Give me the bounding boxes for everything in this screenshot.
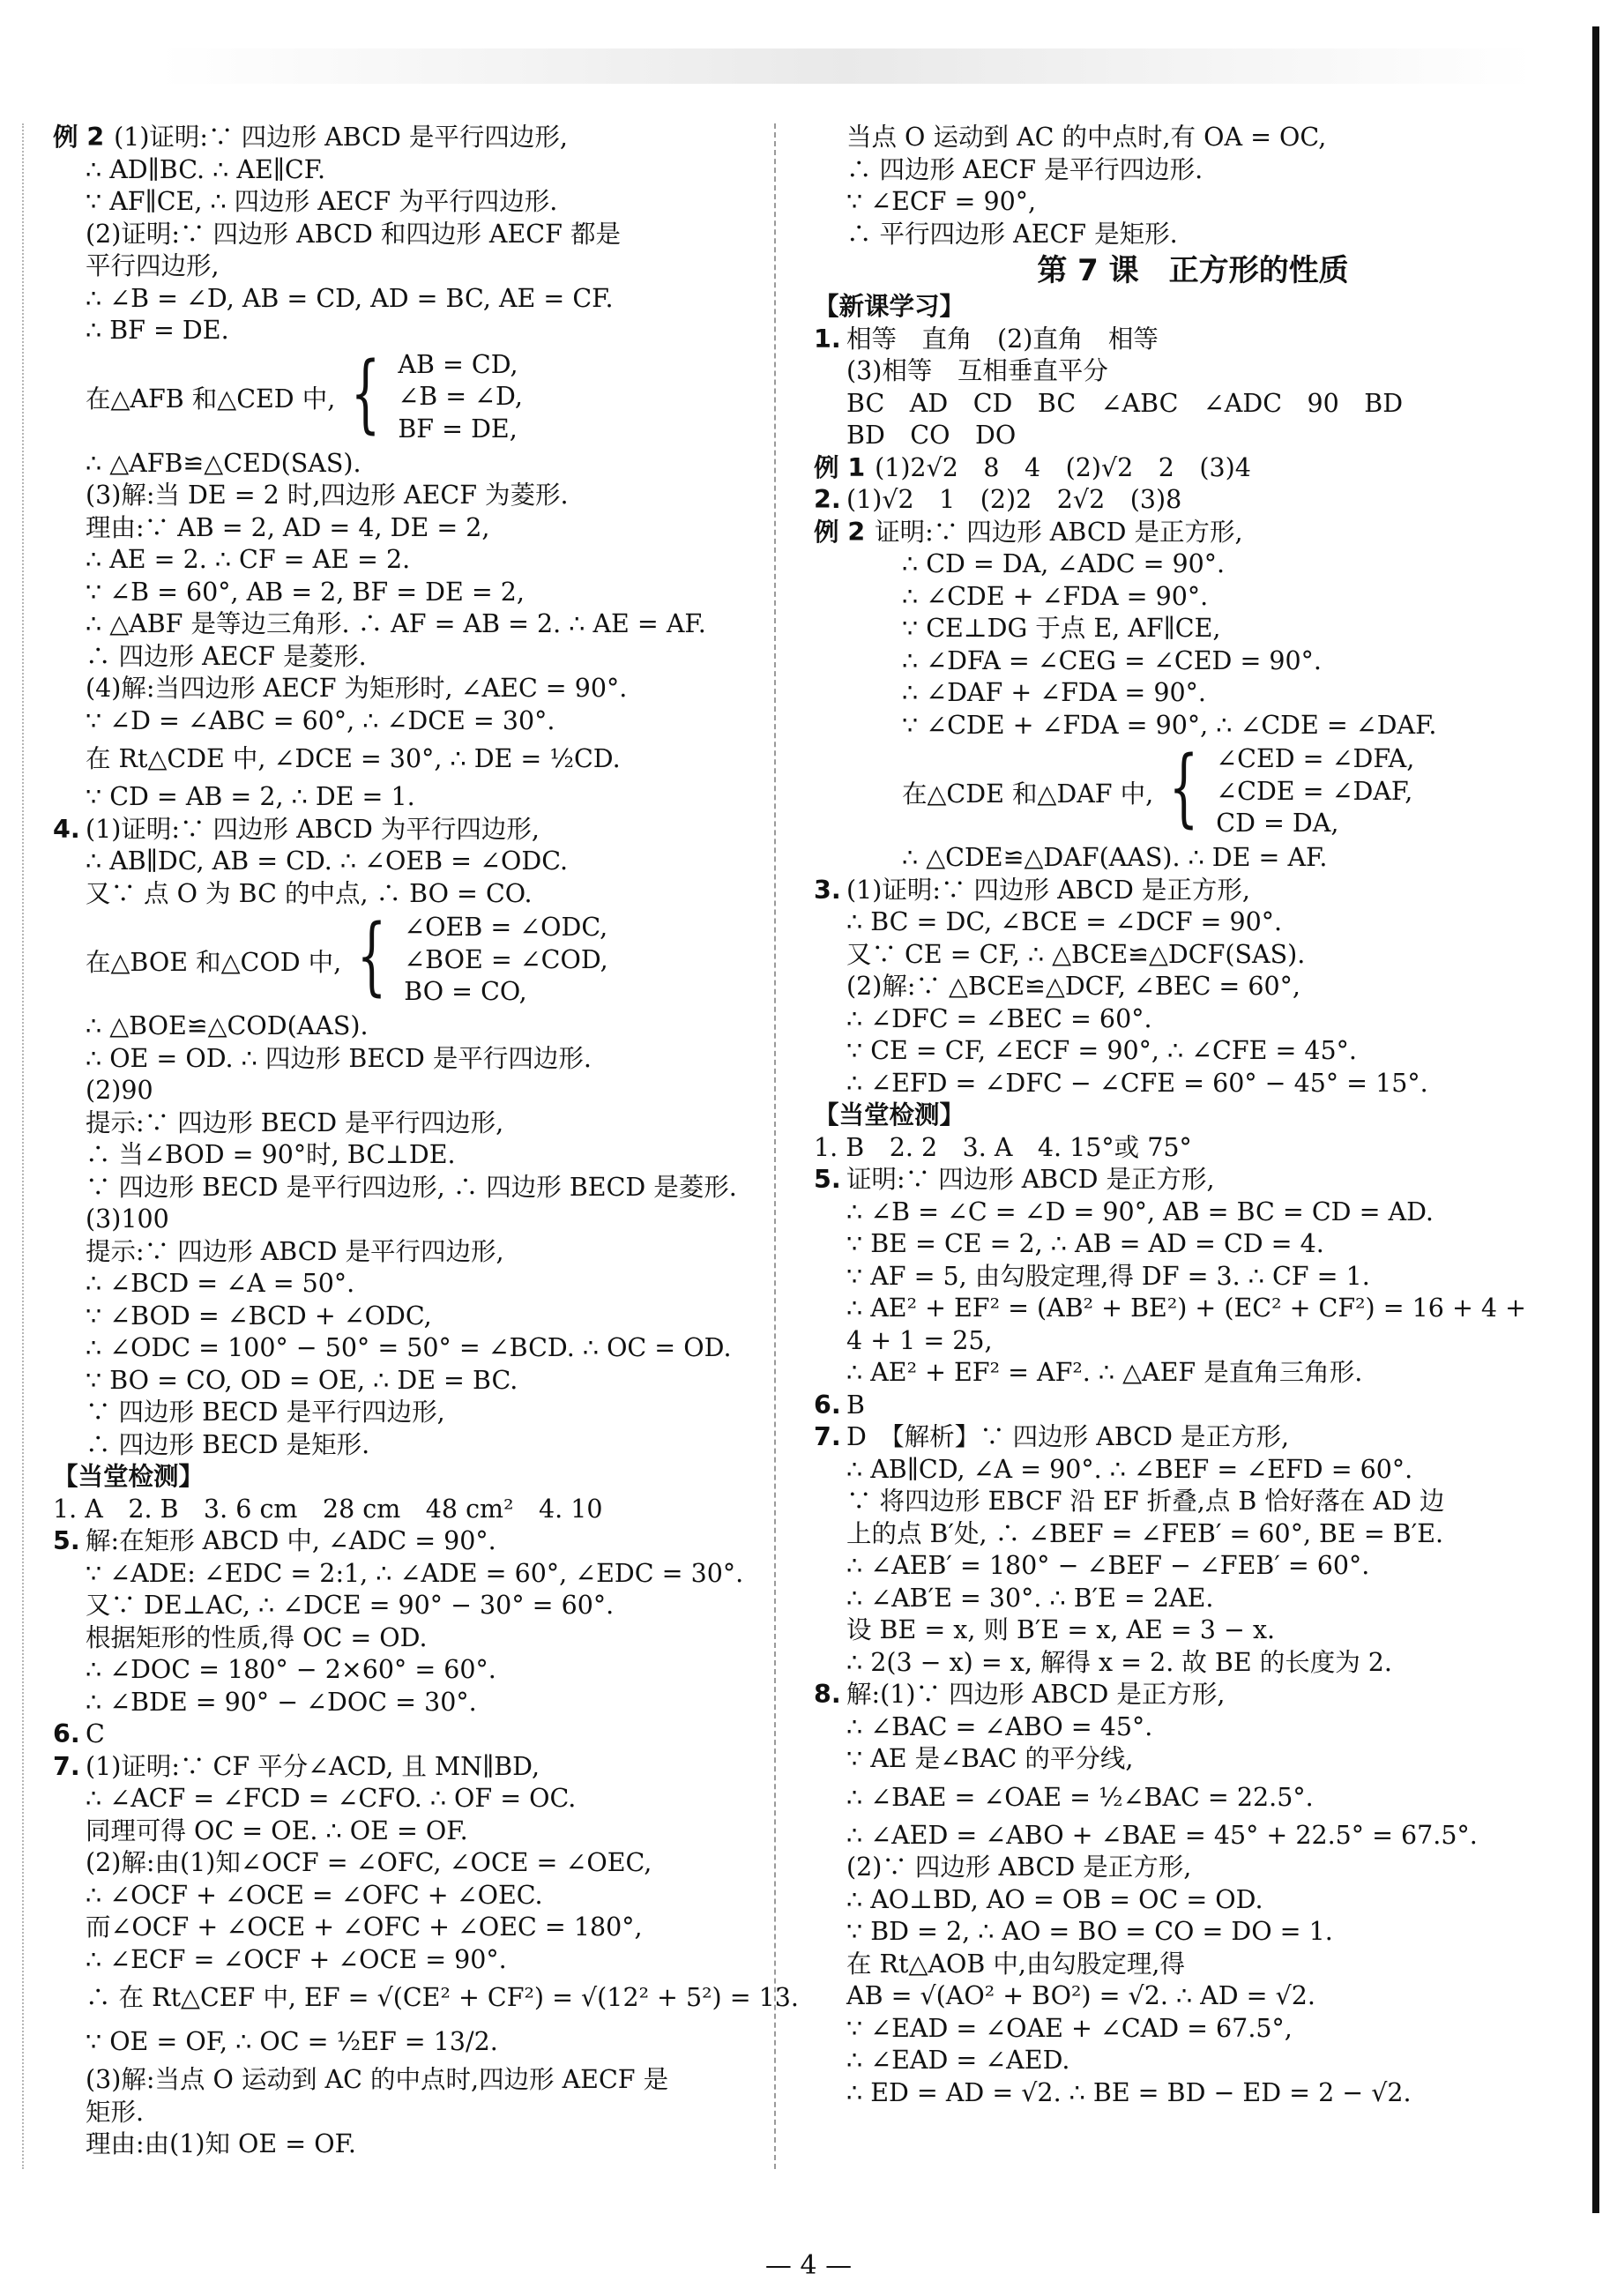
- text-line: 4 + 1 = 25,: [846, 1325, 993, 1355]
- text-line: ∵ CE⊥DG 于点 E, AF∥CE,: [902, 614, 1221, 643]
- answer-line: 1. B 2. 2 3. A 4. 15°或 75°: [814, 1132, 1192, 1162]
- text-line: (2)解:∵ △BCE≌△DCF, ∠BEC = 60°,: [846, 972, 1300, 1001]
- text-line: ∴ BF = DE.: [86, 316, 229, 345]
- text-line: 当点 O 运动到 AC 的中点时,有 OA = OC,: [846, 123, 1327, 152]
- text-line: ∵ 四边形 BECD 是平行四边形,: [86, 1398, 445, 1427]
- equation-system: 在△CDE 和△DAF 中, { ∠CED = ∠DFA, ∠CDE = ∠DAF, CD = DA,: [902, 738, 1415, 839]
- text-line: 矩形.: [86, 2097, 145, 2127]
- right-column: [814, 122, 1537, 2185]
- text-line: ∵ AE 是∠BAC 的平分线,: [846, 1744, 1134, 1773]
- text-line: ∵ ∠B = 60°, AB = 2, BF = DE = 2,: [86, 577, 525, 607]
- text-line: ∴ ∠ACF = ∠FCD = ∠CFO. ∴ OF = OC.: [86, 1784, 577, 1813]
- text-line: ∵ AF∥CE, ∴ 四边形 AECF 为平行四边形.: [86, 187, 558, 216]
- section-heading: 【新课学习】: [814, 292, 965, 321]
- text-line: 而∠OCF + ∠OCE + ∠OFC + ∠OEC = 180°,: [86, 1912, 643, 1942]
- text-line: ∴ ∠ECF = ∠OCF + ∠OCE = 90°.: [86, 1944, 507, 1974]
- lesson-title: 第 7 课 正方形的性质: [1037, 253, 1349, 288]
- text-line: 上的点 B′处, ∴ ∠BEF = ∠FEB′ = 60°, BE = B′E.: [846, 1518, 1444, 1548]
- text-line: ∵ ∠ECF = 90°,: [846, 187, 1037, 216]
- problem-8-line: 8. 解:(1)∵ 四边形 ABCD 是正方形,: [814, 1680, 1226, 1709]
- text-line: BC AD CD BC ∠ABC ∠ADC 90 BD: [846, 388, 1404, 418]
- page-edge-bar: [1592, 26, 1599, 2213]
- text-line: ∵ 四边形 BECD 是平行四边形, ∴ 四边形 BECD 是菱形.: [86, 1172, 737, 1202]
- text-line: ∴ △ABF 是等边三角形. ∴ AF = AB = 2. ∴ AE = AF.: [86, 609, 706, 638]
- text-line: ∵ CE = CF, ∠ECF = 90°, ∴ ∠CFE = 45°.: [846, 1036, 1357, 1065]
- text-line: 提示:∵ 四边形 BECD 是平行四边形,: [86, 1107, 504, 1137]
- text-line: ∴ ∠BAC = ∠ABO = 45°.: [846, 1711, 1153, 1741]
- equation-system: 在△BOE 和△COD 中, { ∠OEB = ∠ODC, ∠BOE = ∠COD, BO = CO,: [86, 906, 608, 1007]
- example-2-line: 例 2 证明:∵ 四边形 ABCD 是正方形,: [814, 517, 1243, 547]
- section-heading: 【当堂检测】: [814, 1100, 965, 1129]
- problem-6-line: 6. B: [814, 1390, 865, 1420]
- answer-line: 1. A 2. B 3. 6 cm 28 cm 48 cm² 4. 10: [53, 1494, 603, 1524]
- text-line: ∴ ∠EAD = ∠AED.: [846, 2046, 1070, 2075]
- text-line: ∴ AE² + EF² = AF². ∴ △AEF 是直角三角形.: [846, 1358, 1363, 1387]
- text-line: ∴ 四边形 AECF 是平行四边形.: [846, 154, 1203, 184]
- text-line: ∴ ∠BDE = 90° − ∠DOC = 30°.: [86, 1687, 477, 1717]
- text-line: ∴ ∠ODC = 100° − 50° = 50° = ∠BCD. ∴ OC = OD.: [86, 1333, 732, 1362]
- text-line: 又∵ CE = CF, ∴ △BCE≌△DCF(SAS).: [846, 939, 1306, 969]
- text-line: ∴ ∠CDE + ∠FDA = 90°.: [902, 581, 1209, 611]
- text-line: 提示:∵ 四边形 ABCD 是平行四边形,: [86, 1236, 504, 1266]
- column-divider: [774, 123, 776, 2169]
- text-line: ∴ AO⊥BD, AO = OB = OC = OD.: [846, 1884, 1263, 1914]
- section-heading: 【当堂检测】: [53, 1462, 205, 1491]
- text-line: 设 BE = x, 则 B′E = x, AE = 3 − x.: [846, 1615, 1276, 1644]
- text-line: ∴ ∠AEB′ = 180° − ∠BEF − ∠FEB′ = 60°.: [846, 1551, 1370, 1580]
- text-line: ∴ △AFB≌△CED(SAS).: [86, 448, 361, 478]
- text-line: ∴ ∠DFA = ∠CEG = ∠CED = 90°.: [902, 645, 1322, 675]
- text-line: ∴ 四边形 AECF 是菱形.: [86, 641, 367, 671]
- text-line: ∴ AB∥DC, AB = CD. ∴ ∠OEB = ∠ODC.: [86, 846, 569, 876]
- problem-4-line: 4. (1)证明:∵ 四边形 ABCD 为平行四边形,: [53, 814, 540, 844]
- text-line: ∴ AE = 2. ∴ CF = AE = 2.: [86, 545, 411, 574]
- text-line: BD CO DO: [846, 421, 1017, 450]
- text-line: ∵ BO = CO, OD = OE, ∴ DE = BC.: [86, 1365, 518, 1395]
- text-line: ∵ ∠BOD = ∠BCD + ∠ODC,: [86, 1301, 432, 1331]
- text-line: 在 Rt△AOB 中,由勾股定理,得: [846, 1949, 1185, 1979]
- text-line: ∴ 在 Rt△CEF 中, EF = √(CE² + CF²) = √(12² + 5²) = 13.: [86, 1983, 799, 2012]
- equation-system: 在△AFB 和△CED 中, { AB = CD, ∠B = ∠D, BF = DE,: [86, 343, 523, 444]
- problem-2-line: 2. (1)√2 1 (2)2 2√2 (3)8: [814, 485, 1182, 514]
- text-line: 又∵ DE⊥AC, ∴ ∠DCE = 90° − 30° = 60°.: [86, 1591, 615, 1620]
- text-line: ∴ BC = DC, ∠BCE = ∠DCF = 90°.: [846, 907, 1283, 936]
- text-line: ∴ AB∥CD, ∠A = 90°. ∴ ∠BEF = ∠EFD = 60°.: [846, 1454, 1413, 1484]
- text-line: ∴ CD = DA, ∠ADC = 90°.: [902, 549, 1226, 578]
- text-line: (2)解:由(1)知∠OCF = ∠OFC, ∠OCE = ∠OEC,: [86, 1848, 652, 1877]
- text-line: (4)解:当四边形 AECF 为矩形时, ∠AEC = 90°.: [86, 674, 628, 703]
- text-line: 平行四边形,: [86, 251, 220, 280]
- problem-3-line: 3. (1)证明:∵ 四边形 ABCD 是正方形,: [814, 875, 1250, 905]
- text-line: ∴ AD∥BC. ∴ AE∥CF.: [86, 154, 326, 184]
- text-line: ∵ ∠EAD = ∠OAE + ∠CAD = 67.5°,: [846, 2013, 1293, 2043]
- text-line: ∴ OE = OD. ∴ 四边形 BECD 是平行四边形.: [86, 1043, 592, 1073]
- text-line: ∴ ∠OCF + ∠OCE = ∠OFC + ∠OEC.: [86, 1880, 543, 1910]
- text-line: AB = √(AO² + BO²) = √2. ∴ AD = √2.: [846, 1981, 1315, 2010]
- text-line: ∵ ∠D = ∠ABC = 60°, ∴ ∠DCE = 30°.: [86, 705, 555, 735]
- scan-shadow: [159, 48, 1534, 84]
- text-line: ∵ BE = CE = 2, ∴ AB = AD = CD = 4.: [846, 1229, 1324, 1258]
- example-2-line: 例 2 (1)证明:∵ 四边形 ABCD 是平行四边形,: [53, 123, 568, 152]
- text-line: ∵ OE = OF, ∴ OC = ½EF = 13/2.: [86, 2027, 498, 2056]
- text-line: ∴ ∠DOC = 180° − 2×60° = 60°.: [86, 1655, 496, 1684]
- example-1-line: 例 1 (1)2√2 8 4 (2)√2 2 (3)4: [814, 452, 1251, 482]
- text-line: ∵ ∠CDE + ∠FDA = 90°, ∴ ∠CDE = ∠DAF.: [902, 710, 1437, 740]
- text-line: ∴ ∠DAF + ∠FDA = 90°.: [902, 678, 1206, 707]
- text-line: ∴ ∠DFC = ∠BEC = 60°.: [846, 1003, 1152, 1033]
- brace-glyph: {: [1168, 738, 1199, 837]
- text-line: ∴ AE² + EF² = (AB² + BE²) + (EC² + CF²) = 16 + 4 +: [846, 1293, 1526, 1323]
- problem-7-line: 7. (1)证明:∵ CF 平分∠ACD, 且 MN∥BD,: [53, 1751, 540, 1781]
- brace-glyph: {: [351, 343, 381, 443]
- text-line: ∴ △BOE≌△COD(AAS).: [86, 1011, 369, 1040]
- text-line: ∵ ∠ADE: ∠EDC = 2:1, ∴ ∠ADE = 60°, ∠EDC = 30°.: [86, 1558, 744, 1588]
- brace-glyph: {: [356, 906, 387, 1005]
- text-line: ∵ BD = 2, ∴ AO = BO = CO = DO = 1.: [846, 1917, 1333, 1946]
- text-line: 在 Rt△CDE 中, ∠DCE = 30°, ∴ DE = ½CD.: [86, 744, 621, 773]
- problem-5-line: 5. 证明:∵ 四边形 ABCD 是正方形,: [814, 1165, 1215, 1194]
- text-line: (3)100: [86, 1204, 169, 1234]
- text-line: (3)解:当点 O 运动到 AC 的中点时,四边形 AECF 是: [86, 2065, 669, 2094]
- text-line: ∴ 2(3 − x) = x, 解得 x = 2. 故 BE 的长度为 2.: [846, 1647, 1392, 1677]
- text-line: ∴ ∠BCD = ∠A = 50°.: [86, 1269, 355, 1298]
- text-line: ∴ ED = AD = √2. ∴ BE = BD − ED = 2 − √2.: [846, 2077, 1412, 2107]
- page-number: — 4 —: [764, 2250, 853, 2281]
- text-line: ∴ ∠BAE = ∠OAE = ½∠BAC = 22.5°.: [846, 1782, 1314, 1812]
- text-line: 理由:∵ AB = 2, AD = 4, DE = 2,: [86, 512, 490, 542]
- text-line: ∴ ∠B = ∠C = ∠D = 90°, AB = BC = CD = AD.: [846, 1196, 1434, 1226]
- text-line: ∵ CD = AB = 2, ∴ DE = 1.: [86, 782, 415, 811]
- text-line: 同理可得 OC = OE. ∴ OE = OF.: [86, 1815, 468, 1845]
- margin-dotted-line: [22, 123, 24, 2169]
- text-line: (2)证明:∵ 四边形 ABCD 和四边形 AECF 都是: [86, 219, 621, 249]
- text-line: 根据矩形的性质,得 OC = OD.: [86, 1622, 428, 1652]
- left-column: [53, 122, 799, 2185]
- text-line: ∴ 平行四边形 AECF 是矩形.: [846, 219, 1178, 249]
- text-line: ∵ 将四边形 EBCF 沿 EF 折叠,点 B 恰好落在 AD 边: [846, 1487, 1445, 1516]
- problem-5-line: 5. 解:在矩形 ABCD 中, ∠ADC = 90°.: [53, 1526, 496, 1555]
- text-line: ∴ 四边形 BECD 是矩形.: [86, 1429, 370, 1459]
- text-line: ∴ ∠AED = ∠ABO + ∠BAE = 45° + 22.5° = 67.5°.: [846, 1820, 1478, 1850]
- text-line: ∴ ∠EFD = ∠DFC − ∠CFE = 60° − 45° = 15°.: [846, 1068, 1428, 1098]
- text-line: ∴ ∠B = ∠D, AB = CD, AD = BC, AE = CF.: [86, 283, 614, 313]
- text-line: ∴ ∠AB′E = 30°. ∴ B′E = 2AE.: [846, 1583, 1214, 1613]
- text-line: (2)∵ 四边形 ABCD 是正方形,: [846, 1852, 1192, 1882]
- text-line: ∴ 当∠BOD = 90°时, BC⊥DE.: [86, 1140, 456, 1169]
- problem-7-line: 7. D 【解析】∵ 四边形 ABCD 是正方形,: [814, 1422, 1290, 1451]
- text-line: 又∵ 点 O 为 BC 的中点, ∴ BO = CO.: [86, 878, 533, 908]
- text-line: (3)相等 互相垂直平分: [846, 356, 1108, 385]
- text-line: (2)90: [86, 1076, 153, 1105]
- text-line: ∵ AF = 5, 由勾股定理,得 DF = 3. ∴ CF = 1.: [846, 1261, 1370, 1291]
- text-line: ∴ △CDE≌△DAF(AAS). ∴ DE = AF.: [902, 843, 1328, 872]
- problem-1-line: 1. 相等 直角 (2)直角 相等: [814, 324, 1159, 354]
- problem-6-line: 6. C: [53, 1719, 105, 1748]
- text-line: (3)解:当 DE = 2 时,四边形 AECF 为菱形.: [86, 481, 569, 510]
- text-line: 理由:由(1)知 OE = OF.: [86, 2129, 356, 2158]
